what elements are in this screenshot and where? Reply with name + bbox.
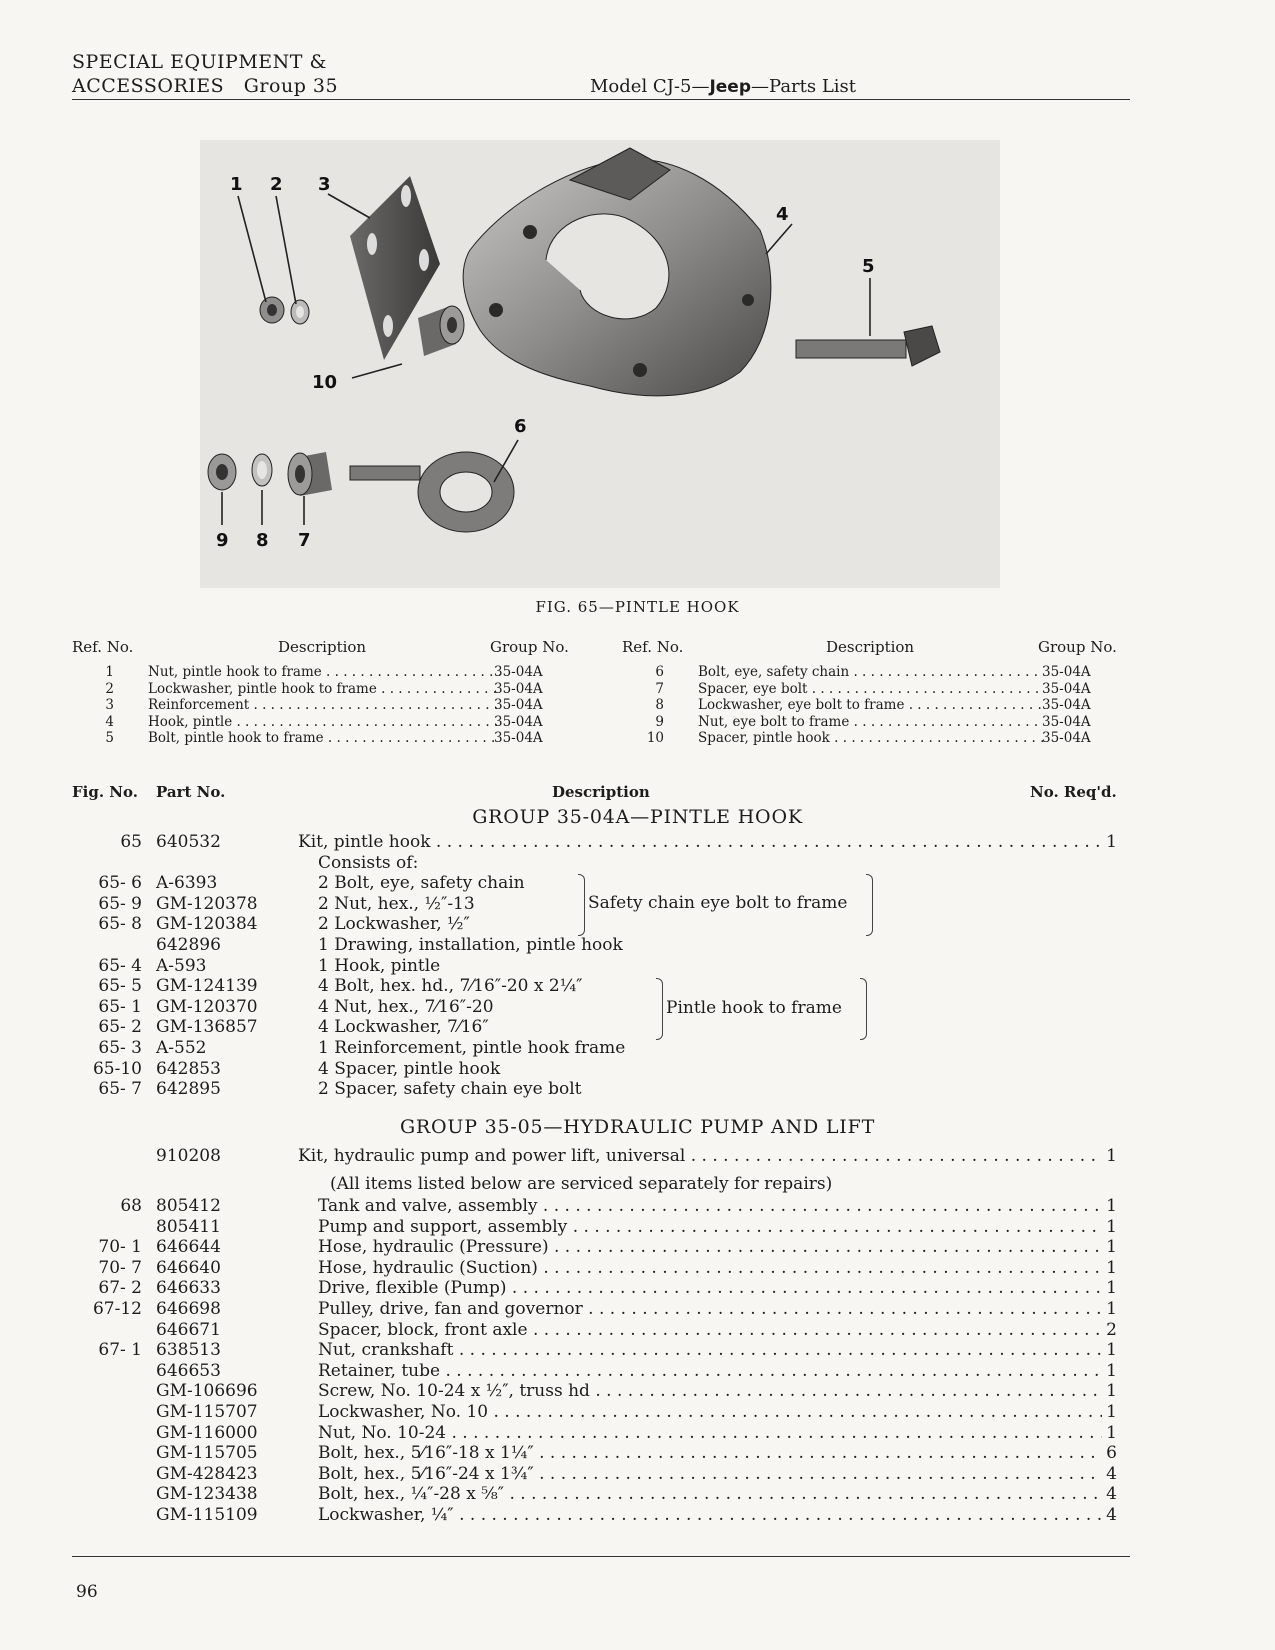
callout-5: 5: [862, 256, 875, 277]
ref-description: Bolt, eye, safety chain . . .: [698, 664, 1044, 681]
part-no: GM-115705: [156, 1443, 258, 1464]
table-row: [0, 976, 1275, 997]
ref-table-row: [622, 730, 1112, 747]
part-description: Retainer, tube . . .: [318, 1361, 1102, 1382]
part-description: 2 Nut, hex., ½″-13: [318, 893, 475, 914]
ref-no-header-left: Ref. No.: [72, 638, 134, 656]
ref-number: 8: [655, 697, 664, 713]
ref-table-row: [622, 714, 1112, 731]
fig-no: 67-12: [92, 1299, 142, 1319]
table-row: [0, 997, 1275, 1018]
ref-number: 4: [105, 713, 114, 730]
group-no-header-right: Group No.: [1038, 638, 1117, 656]
brace-right-1: [578, 874, 585, 936]
section-heading: [72, 50, 338, 98]
callout-2: 2: [270, 174, 283, 195]
ref-group-no: 35-04A: [1042, 697, 1091, 713]
callout-10: 10: [312, 372, 338, 393]
ref-number: 5: [105, 730, 114, 746]
part-description: Consists of:: [318, 852, 419, 873]
section-heading-line1: SPECIAL EQUIPMENT &: [72, 51, 327, 73]
table-row: [0, 1146, 1275, 1167]
part-description: 1 Hook, pintle: [318, 955, 441, 976]
part-no: 646640: [156, 1257, 221, 1278]
qty-required: 1: [1106, 1422, 1117, 1443]
table-row: [0, 1320, 1275, 1341]
qty-required: 1: [1106, 1216, 1117, 1237]
ref-table-row: [72, 714, 564, 731]
part-no: GM-106696: [156, 1381, 258, 1402]
fig-no: 65- 2: [98, 1017, 142, 1038]
part-no: 910208: [156, 1146, 221, 1166]
ref-description: Nut, pintle hook to frame . . .: [148, 664, 500, 681]
fig-no: 65- 4: [98, 955, 142, 976]
ref-description: Hook, pintle . . .: [148, 714, 500, 731]
part-description: Drive, flexible (Pump) . . .: [318, 1278, 1102, 1299]
callout-4: 4: [776, 204, 789, 225]
qty-required: 1: [1106, 1257, 1117, 1278]
table-row: [0, 1361, 1275, 1382]
part-description: Hose, hydraulic (Pressure) . . .: [318, 1237, 1102, 1258]
callout-7: 7: [298, 530, 311, 551]
part-no: 646644: [156, 1237, 221, 1258]
part-no: GM-116000: [156, 1422, 258, 1443]
qty-required: 1: [1106, 1196, 1117, 1216]
fig-no: 65- 9: [98, 893, 142, 914]
part-no: GM-115109: [156, 1505, 258, 1525]
part-no: GM-120370: [156, 996, 258, 1017]
ref-group-no: 35-04A: [1042, 730, 1091, 746]
part-description: 2 Spacer, safety chain eye bolt: [318, 1079, 582, 1100]
table-row: [0, 1258, 1275, 1279]
part-description: Pump and support, assembly . . .: [318, 1217, 1102, 1238]
part-description: Spacer, block, front axle . . .: [318, 1320, 1102, 1341]
table-row: [0, 1340, 1275, 1361]
service-note: (All items listed below are serviced separately for repairs): [330, 1174, 833, 1194]
part-no: GM-120378: [156, 893, 258, 914]
ref-table-row: [72, 681, 564, 698]
part-description: 1 Drawing, installation, pintle hook: [318, 935, 623, 955]
fig-no: 68: [120, 1196, 142, 1216]
part-no: GM-428423: [156, 1463, 258, 1484]
part-description: 4 Spacer, pintle hook: [318, 1058, 501, 1079]
qty-required: 1: [1106, 1360, 1117, 1381]
description-header-right: Description: [826, 638, 915, 656]
part-no: 646698: [156, 1299, 221, 1319]
brace-right-2: [656, 978, 663, 1040]
section-heading-line2: ACCESSORIES Group 35: [72, 75, 339, 97]
title-prefix: Model CJ-5—: [590, 76, 710, 97]
qty-required: 4: [1106, 1463, 1117, 1484]
qty-required: 1: [1106, 1299, 1117, 1319]
part-no: A-6393: [156, 873, 218, 894]
ref-group-no: 35-04A: [1042, 680, 1091, 697]
header-rule: [72, 99, 1130, 100]
table-row: [0, 832, 1275, 853]
table-row: [0, 1443, 1275, 1464]
part-no: GM-124139: [156, 976, 258, 997]
table-row: [0, 1038, 1275, 1059]
part-description: Nut, No. 10-24 . . .: [318, 1423, 1102, 1444]
description-header-left: Description: [278, 638, 367, 656]
ref-table-row: [72, 664, 564, 681]
table-row: [0, 914, 1275, 935]
ref-number: 10: [646, 730, 664, 746]
part-description: Bolt, hex., ¼″-28 x ⅝″ . . .: [318, 1484, 1102, 1505]
part-no: 638513: [156, 1340, 221, 1361]
safety-chain-note: Safety chain eye bolt to frame: [588, 893, 848, 913]
table-row: [0, 1505, 1275, 1526]
part-no-header: Part No.: [156, 783, 226, 801]
ref-description: Bolt, pintle hook to frame . . .: [148, 730, 500, 747]
group-no-header-left: Group No.: [490, 638, 569, 656]
qty-required: 1: [1106, 1146, 1117, 1166]
fig-no: 65- 8: [98, 914, 142, 935]
ref-table-row: [622, 681, 1112, 698]
fig-no: 70- 7: [98, 1257, 142, 1278]
table-row: [0, 935, 1275, 956]
part-no: 642896: [156, 935, 221, 955]
ref-table-row: [72, 730, 564, 747]
part-description: 4 Bolt, hex. hd., 7⁄16″-20 x 2¼″: [318, 976, 583, 997]
qty-required: 1: [1106, 1340, 1117, 1361]
part-no: A-552: [156, 1038, 207, 1058]
pintle-frame-note: Pintle hook to frame: [666, 998, 842, 1018]
table-row: [0, 1299, 1275, 1320]
ref-no-header-right: Ref. No.: [622, 638, 684, 656]
ref-group-no: 35-04A: [494, 680, 543, 697]
ref-number: 3: [105, 697, 114, 713]
part-description: Tank and valve, assembly . . .: [318, 1196, 1102, 1217]
part-no: A-593: [156, 955, 207, 976]
callout-3: 3: [318, 174, 331, 195]
ref-table-row: [72, 697, 564, 714]
qty-required: 1: [1106, 1381, 1117, 1402]
figure-caption: FIG. 65—PINTLE HOOK: [535, 598, 740, 616]
table-row: [0, 1059, 1275, 1080]
part-description: Kit, hydraulic pump and power lift, universal . . .: [298, 1146, 1102, 1167]
part-description: Bolt, hex., 5⁄16″-24 x 1¾″ . . .: [318, 1464, 1102, 1485]
qty-required: 1: [1106, 1278, 1117, 1299]
ref-number: 9: [655, 713, 664, 730]
table-row: [0, 1464, 1275, 1485]
fig-no-header: Fig. No.: [72, 783, 138, 801]
brace-right-1b: [866, 874, 873, 936]
ref-number: 2: [105, 680, 114, 697]
callout-9: 9: [216, 530, 229, 551]
qty-required: 6: [1106, 1443, 1117, 1464]
ref-group-no: 35-04A: [494, 664, 543, 680]
part-no: 640532: [156, 832, 221, 852]
ref-table-row: [622, 697, 1112, 714]
ref-group-no: 35-04A: [494, 730, 543, 746]
callout-8: 8: [256, 530, 269, 551]
part-description: 2 Lockwasher, ½″: [318, 914, 470, 935]
table-row: [0, 956, 1275, 977]
table-row: [0, 1402, 1275, 1423]
qty-required: 4: [1106, 1505, 1117, 1525]
part-description: 1 Reinforcement, pintle hook frame: [318, 1038, 626, 1058]
fig-no: 70- 1: [98, 1237, 142, 1258]
ref-description: Spacer, eye bolt . . .: [698, 681, 1044, 698]
callout-1: 1: [230, 174, 243, 195]
qty-required: 1: [1106, 1402, 1117, 1422]
fig-no: 65- 3: [98, 1038, 142, 1058]
ref-number: 7: [655, 680, 664, 697]
ref-description: Nut, eye bolt to frame . . .: [698, 714, 1044, 731]
part-description: 4 Nut, hex., 7⁄16″-20: [318, 996, 494, 1017]
table-row: [0, 1017, 1275, 1038]
pintle-hook-illustration: [200, 140, 1000, 588]
qty-required: 1: [1106, 832, 1117, 852]
title-brand: Jeep: [709, 77, 752, 97]
ref-group-no: 35-04A: [494, 713, 543, 730]
qty-required: 2: [1106, 1319, 1117, 1340]
ref-description: Lockwasher, pintle hook to frame . . .: [148, 681, 500, 698]
part-no: 805411: [156, 1216, 221, 1237]
brace-right-2b: [860, 978, 867, 1040]
title-suffix: —Parts List: [751, 76, 857, 97]
qty-required: 4: [1106, 1484, 1117, 1505]
part-no: GM-136857: [156, 1017, 258, 1038]
ref-group-no: 35-04A: [1042, 713, 1091, 730]
part-no: 805412: [156, 1196, 221, 1216]
table-row: [0, 1196, 1275, 1217]
fig-no: 67- 2: [98, 1278, 142, 1299]
group-35-05-title: GROUP 35-05—HYDRAULIC PUMP AND LIFT: [399, 1116, 876, 1138]
ref-description: Lockwasher, eye bolt to frame . . .: [698, 697, 1044, 714]
table-row: [0, 1237, 1275, 1258]
fig-no: 65: [120, 832, 142, 852]
part-description: Hose, hydraulic (Suction) . . .: [318, 1258, 1102, 1279]
description-header: Description: [552, 783, 650, 801]
qty-header: No. Req'd.: [1030, 783, 1117, 801]
part-description: Lockwasher, No. 10 . . .: [318, 1402, 1102, 1423]
part-no: 642895: [156, 1079, 221, 1100]
ref-table-row: [622, 664, 1112, 681]
table-row: [0, 1381, 1275, 1402]
part-description: Screw, No. 10-24 x ½″, truss hd . . .: [318, 1381, 1102, 1402]
table-row: [0, 853, 1275, 874]
fig-no: 65-10: [92, 1058, 142, 1079]
ref-description: Reinforcement . . .: [148, 697, 500, 714]
qty-required: 1: [1106, 1237, 1117, 1258]
table-row: [0, 1423, 1275, 1444]
part-description: Nut, crankshaft . . .: [318, 1340, 1102, 1361]
group-35-04a-title: GROUP 35-04A—PINTLE HOOK: [472, 806, 803, 828]
fig-no: 65- 6: [98, 873, 142, 894]
ref-number: 1: [105, 664, 114, 680]
fig-no: 65- 7: [98, 1079, 142, 1100]
part-no: GM-120384: [156, 914, 258, 935]
part-description: Bolt, hex., 5⁄16″-18 x 1¼″ . . .: [318, 1443, 1102, 1464]
part-no: 646653: [156, 1360, 221, 1381]
ref-number: 6: [655, 664, 664, 680]
footer-rule: [72, 1556, 1130, 1557]
part-no: GM-115707: [156, 1402, 258, 1422]
part-no: 646633: [156, 1278, 221, 1299]
table-row: [0, 873, 1275, 894]
fig-no: 65- 5: [98, 976, 142, 997]
document-title: [590, 76, 856, 97]
part-no: GM-123438: [156, 1484, 258, 1505]
fig-no: 67- 1: [98, 1340, 142, 1361]
table-row: [0, 1217, 1275, 1238]
ref-group-no: 35-04A: [1042, 664, 1091, 680]
fig-no: 65- 1: [98, 996, 142, 1017]
ref-group-no: 35-04A: [494, 697, 543, 713]
part-description: 2 Bolt, eye, safety chain: [318, 873, 525, 894]
part-description: 4 Lockwasher, 7⁄16″: [318, 1017, 489, 1038]
part-description: Kit, pintle hook . . .: [298, 832, 1102, 853]
table-row: [0, 1484, 1275, 1505]
part-description: Lockwasher, ¼″ . . .: [318, 1505, 1102, 1526]
part-description: Pulley, drive, fan and governor . . .: [318, 1299, 1102, 1320]
part-no: 642853: [156, 1058, 221, 1079]
ref-description: Spacer, pintle hook . . .: [698, 730, 1044, 747]
page-number: 96: [76, 1582, 98, 1602]
part-no: 646671: [156, 1319, 221, 1340]
table-row: [0, 1079, 1275, 1100]
table-row: [0, 1278, 1275, 1299]
callout-6: 6: [514, 416, 527, 437]
